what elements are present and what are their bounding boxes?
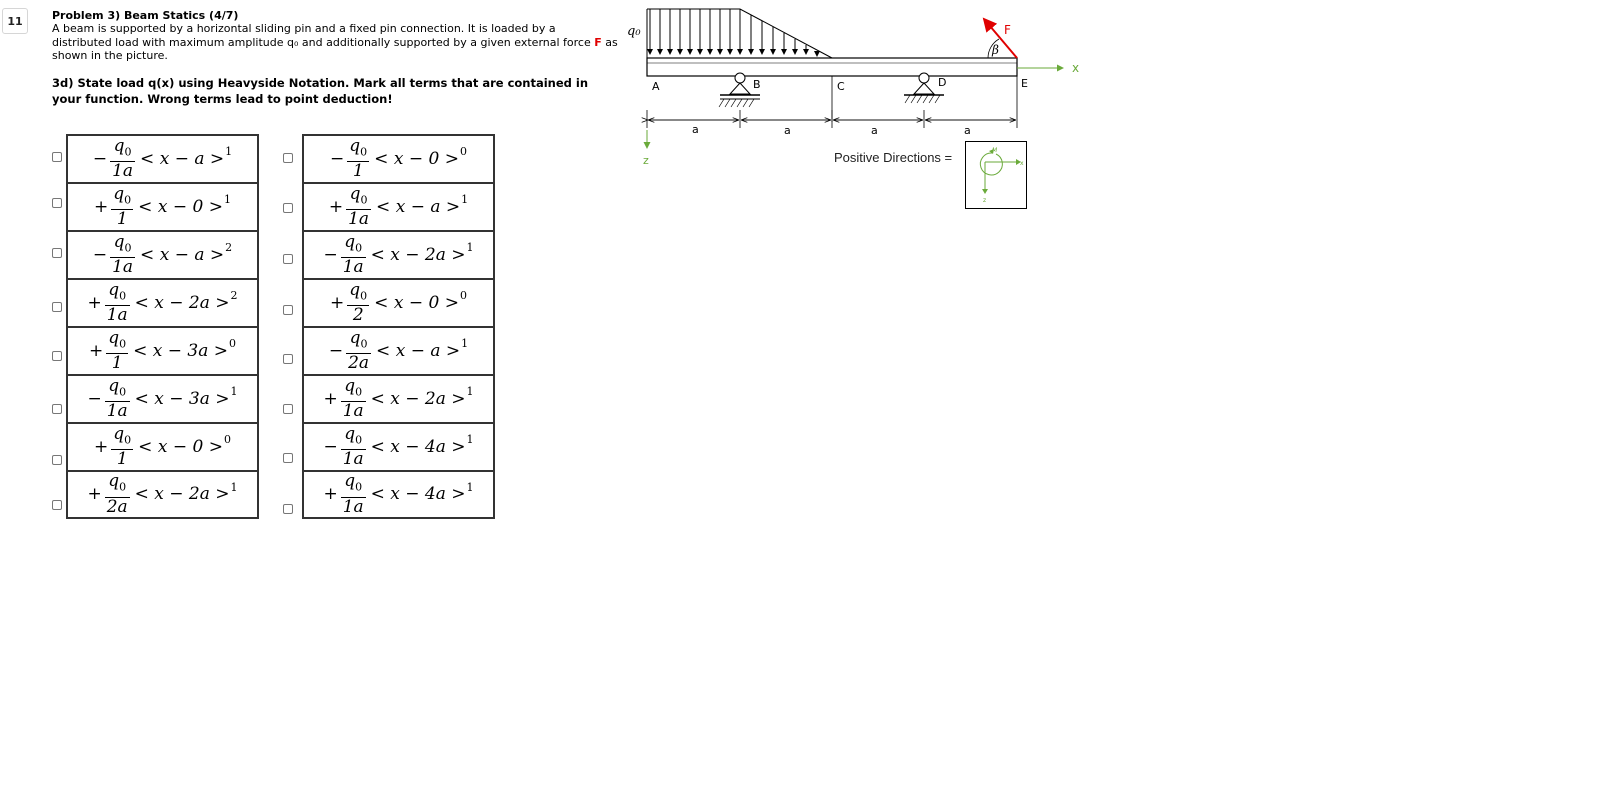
term-bracket: < x − 3a >: [134, 388, 230, 409]
term-denominator: 2a: [348, 353, 370, 374]
term-denominator: 1a: [342, 257, 364, 278]
option-right-4[interactable]: [302, 278, 495, 327]
option-right-1[interactable]: [302, 134, 495, 183]
term-denominator: 1: [111, 353, 123, 374]
term-bracket: < x − a >: [376, 340, 461, 361]
term-sign: +: [328, 196, 344, 217]
point-label-b: B: [753, 78, 761, 91]
term-sign: −: [323, 244, 338, 265]
term-fraction: [105, 472, 130, 516]
term-bracket: < x − 2a >: [134, 292, 230, 313]
term-power: 1: [225, 145, 233, 159]
options-right-column: [302, 134, 495, 519]
force-label: F: [1004, 23, 1011, 37]
term-numerator: $q_0$: [113, 423, 132, 447]
force-symbol: F: [594, 35, 602, 49]
term-denominator: 1a: [112, 161, 134, 182]
term-fraction: [111, 185, 133, 229]
term-denominator: 1a: [342, 401, 364, 422]
term-numerator: $q_0$: [349, 279, 368, 303]
term-fraction: [341, 233, 366, 277]
term-power: 0: [459, 145, 467, 159]
heaviside-term: [87, 281, 237, 325]
term-fraction: [110, 137, 135, 181]
term-bracket: < x − 0 >: [138, 196, 223, 217]
term-bracket: < x − 2a >: [370, 388, 466, 409]
heaviside-term: [93, 233, 232, 277]
option-right-7[interactable]: [302, 422, 495, 471]
term-power: 1: [230, 385, 238, 399]
pd-x-label: x: [1020, 160, 1024, 167]
term-sign: +: [330, 292, 345, 313]
term-power: 1: [461, 337, 469, 351]
option-left-8[interactable]: [66, 470, 259, 519]
term-numerator: $q_0$: [113, 135, 132, 159]
term-bracket: < x − 4a >: [370, 436, 466, 457]
problem-text-1: A beam is supported by a horizontal sliding pin and a fixed pin connection. It is loaded by a distributed load with maximum amplitude q₀ and additionally supported by a given external force: [52, 22, 595, 49]
option-checkbox-right-7[interactable]: [283, 453, 293, 463]
term-numerator: $q_0$: [108, 375, 127, 399]
problem-statement: [52, 9, 618, 62]
angle-label: β: [992, 43, 999, 57]
option-checkbox-right-4[interactable]: [283, 305, 293, 315]
term-denominator: 1: [352, 161, 364, 182]
segment-label-2: a: [784, 124, 791, 137]
term-sign: −: [87, 388, 102, 409]
term-power: 0: [223, 433, 231, 447]
term-sign: −: [323, 436, 338, 457]
term-bracket: < x − a >: [376, 196, 461, 217]
term-numerator: $q_0$: [344, 471, 363, 494]
term-denominator: 1a: [106, 401, 128, 422]
heaviside-term: [323, 425, 473, 469]
heaviside-term: [87, 472, 237, 516]
option-right-2[interactable]: [302, 182, 495, 231]
term-bracket: < x − 2a >: [134, 484, 230, 505]
term-fraction: [347, 137, 369, 181]
term-fraction: [347, 281, 369, 325]
term-sign: −: [92, 148, 108, 169]
term-fraction: [110, 233, 135, 277]
term-sign: +: [94, 196, 109, 217]
term-denominator: 1a: [106, 305, 128, 326]
option-right-3[interactable]: [302, 230, 495, 279]
term-sign: −: [330, 148, 345, 169]
option-checkbox-right-3[interactable]: [283, 254, 293, 264]
option-checkbox-left-8[interactable]: [52, 500, 62, 510]
option-left-5[interactable]: [66, 326, 259, 375]
option-checkbox-left-3[interactable]: [52, 248, 62, 258]
term-power: 2: [225, 241, 233, 255]
term-power: 1: [466, 480, 474, 494]
option-left-1[interactable]: [66, 134, 259, 183]
term-bracket: < x − a >: [140, 148, 225, 169]
option-checkbox-right-6[interactable]: [283, 404, 293, 414]
term-power: 0: [229, 337, 237, 351]
term-sign: +: [323, 484, 338, 505]
segment-label-3: a: [871, 124, 878, 137]
term-numerator: $q_0$: [349, 327, 368, 351]
term-sign: +: [94, 436, 109, 457]
point-label-c: C: [837, 80, 845, 93]
segment-label-1: a: [692, 123, 699, 136]
term-power: 2: [230, 289, 238, 303]
term-power: 1: [461, 193, 469, 207]
distributed-load: [647, 9, 832, 58]
term-bracket: < x − 3a >: [133, 340, 229, 361]
term-fraction: [106, 329, 128, 373]
term-numerator: $q_0$: [349, 183, 368, 207]
positive-directions-box: [965, 141, 1027, 209]
term-sign: +: [87, 484, 102, 505]
term-numerator: $q_0$: [113, 231, 132, 255]
term-bracket: < x − 0 >: [374, 292, 459, 313]
problem-text-2: as shown in the picture.: [52, 35, 618, 62]
term-numerator: $q_0$: [113, 183, 132, 207]
term-fraction: [341, 377, 366, 421]
beam: [647, 58, 1017, 76]
option-right-5[interactable]: [302, 326, 495, 375]
term-numerator: $q_0$: [344, 423, 363, 447]
term-sign: −: [328, 340, 344, 361]
heaviside-term: [89, 329, 236, 373]
term-denominator: 1: [116, 449, 128, 470]
option-checkbox-left-4[interactable]: [52, 302, 62, 312]
problem-title: Problem 3) Beam Statics (4/7): [52, 9, 239, 22]
z-axis-label: z: [643, 154, 649, 167]
positive-directions-icon: [966, 142, 1026, 208]
term-numerator: $q_0$: [344, 231, 363, 255]
question-number: 11: [2, 8, 28, 34]
heaviside-term: [323, 472, 473, 516]
heaviside-term: [330, 137, 467, 181]
term-power: 1: [466, 385, 474, 399]
heaviside-term: [93, 137, 232, 181]
heaviside-term: [329, 329, 468, 373]
term-sign: +: [323, 388, 338, 409]
heaviside-term: [323, 377, 473, 421]
term-sign: −: [92, 244, 108, 265]
term-denominator: 2a: [106, 496, 128, 517]
term-fraction: [346, 329, 371, 373]
term-power: 1: [230, 480, 238, 494]
heaviside-term: [323, 233, 473, 277]
term-bracket: < x − 4a >: [370, 484, 466, 505]
term-fraction: [346, 185, 371, 229]
problem-description: [52, 22, 618, 62]
term-denominator: 1a: [112, 257, 134, 278]
term-denominator: 1a: [342, 449, 364, 470]
heaviside-term: [94, 425, 231, 469]
term-numerator: $q_0$: [108, 279, 127, 303]
pd-z-label: z: [983, 197, 987, 204]
load-label: q₀: [627, 24, 641, 39]
option-checkbox-right-2[interactable]: [283, 203, 293, 213]
question-text: 3d) State load q(x) using Heavyside Notation. Mark all terms that are contained in your function. Wrong terms lead to point deduction!: [52, 76, 589, 106]
option-checkbox-left-2[interactable]: [52, 198, 62, 208]
term-bracket: < x − 0 >: [138, 436, 223, 457]
option-checkbox-right-5[interactable]: [283, 354, 293, 364]
point-label-e: E: [1021, 77, 1028, 90]
option-checkbox-left-1[interactable]: [52, 152, 62, 162]
term-fraction: [341, 472, 366, 516]
term-power: 1: [223, 193, 231, 207]
option-checkbox-right-1[interactable]: [283, 153, 293, 163]
option-left-2[interactable]: [66, 182, 259, 231]
options-left-column: [66, 134, 259, 519]
term-fraction: [105, 377, 130, 421]
positive-directions-label: Positive Directions =: [834, 150, 953, 165]
term-numerator: $q_0$: [108, 471, 127, 494]
segment-label-4: a: [964, 124, 971, 137]
term-sign: +: [87, 292, 102, 313]
term-denominator: 2: [352, 305, 364, 326]
term-sign: +: [88, 340, 104, 361]
term-power: 1: [466, 241, 474, 255]
term-numerator: $q_0$: [349, 135, 368, 159]
term-power: 1: [466, 433, 474, 447]
term-denominator: 1a: [348, 209, 370, 230]
option-checkbox-left-5[interactable]: [52, 351, 62, 361]
option-right-8[interactable]: [302, 470, 495, 519]
term-fraction: [341, 425, 366, 469]
heaviside-term: [330, 281, 467, 325]
option-left-7[interactable]: [66, 422, 259, 471]
term-numerator: $q_0$: [108, 327, 127, 351]
term-denominator: 1a: [342, 496, 364, 517]
option-checkbox-left-6[interactable]: [52, 404, 62, 414]
heaviside-term: [94, 185, 231, 229]
point-label-d: D: [938, 76, 947, 89]
term-bracket: < x − 0 >: [374, 148, 459, 169]
option-left-3[interactable]: [66, 230, 259, 279]
heaviside-term: [329, 185, 468, 229]
term-denominator: 1: [116, 209, 128, 230]
x-axis-label: x: [1072, 61, 1080, 75]
option-left-4[interactable]: [66, 278, 259, 327]
term-fraction: [111, 425, 133, 469]
option-checkbox-right-8[interactable]: [283, 504, 293, 514]
heaviside-term: [87, 377, 237, 421]
term-fraction: [105, 281, 130, 325]
point-label-a: A: [652, 80, 660, 93]
term-numerator: $q_0$: [344, 375, 363, 399]
term-bracket: < x − a >: [140, 244, 225, 265]
option-right-6[interactable]: [302, 374, 495, 423]
option-left-6[interactable]: [66, 374, 259, 423]
pd-moment-label: M: [992, 147, 998, 154]
option-checkbox-left-7[interactable]: [52, 455, 62, 465]
term-bracket: < x − 2a >: [370, 244, 466, 265]
term-power: 0: [459, 289, 467, 303]
